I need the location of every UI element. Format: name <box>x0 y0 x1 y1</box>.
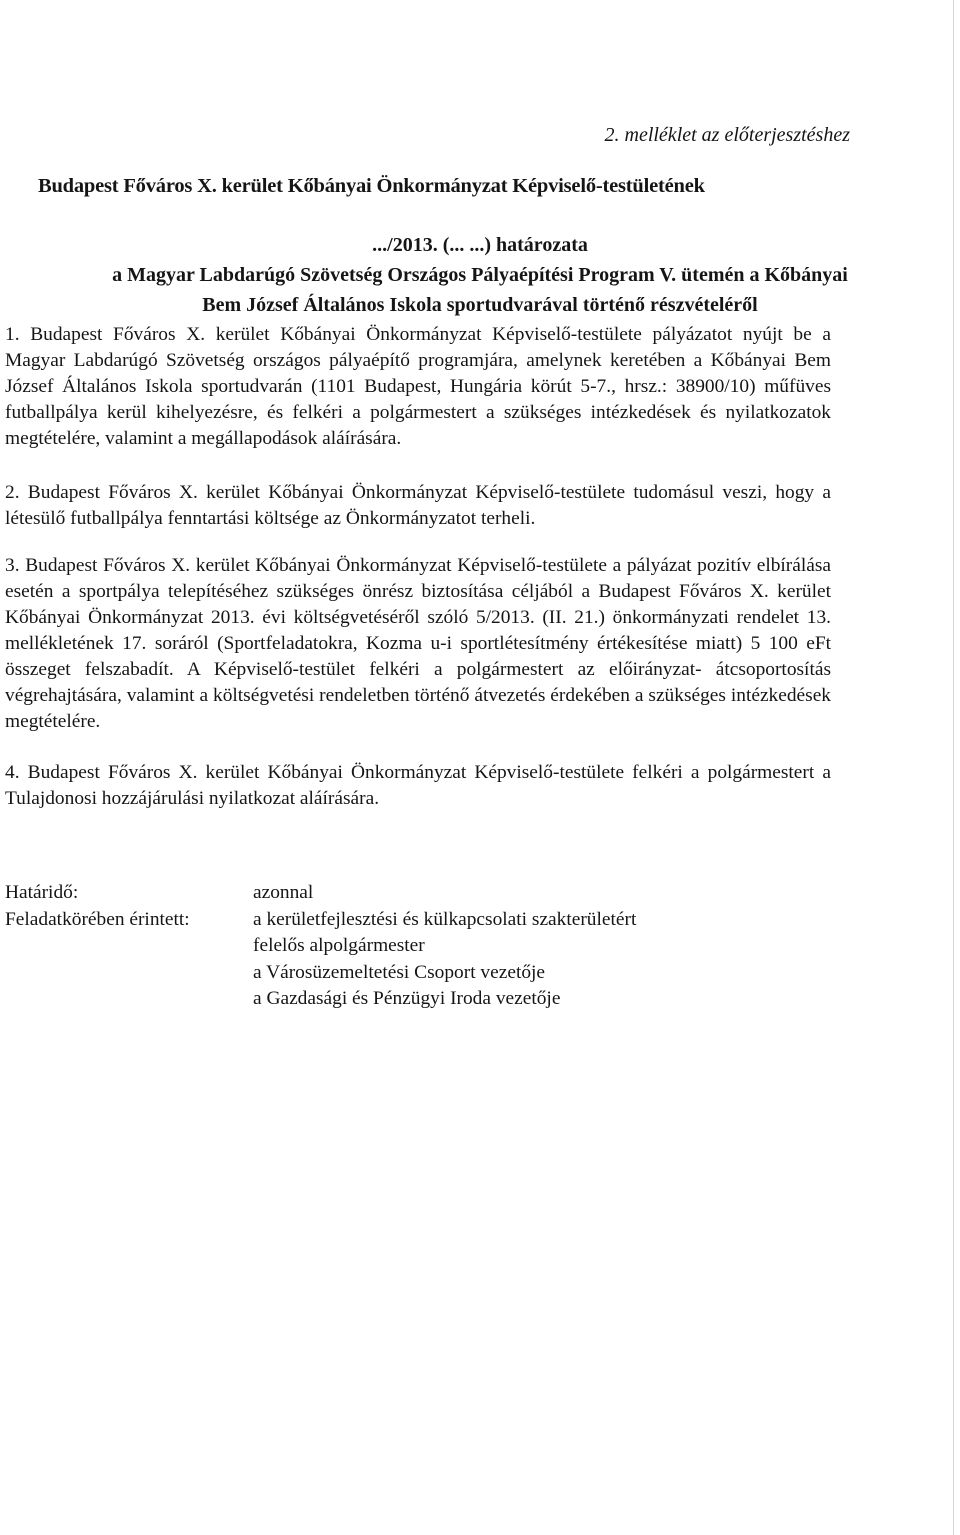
resolution-point-2: 2. Budapest Főváros X. kerület Kőbányai Önkormányzat Képviselő-testülete tudomásul veszi, hogy a létesülő futballpálya fenntartási költsége az Önkormányzatot terheli. <box>5 482 831 529</box>
resolution-point-1: 1. Budapest Főváros X. kerület Kőbányai Önkormányzat Képviselő-testülete pályázatot nyújt be a Magyar Labdarúgó Szövetség országos pályaépítő programjára, amelynek keretében a Kőbányai Bem József Általános Iskola sportudvarán (1101 Budapest, Hungária körút 5-7., hrsz.: 38900/10) műfüves futballpálya kerül kihelyezésre, és felkéri a polgármestert a szükséges intézkedések és nyilatkozatok megtételére, valamint a megállapodások aláírására. <box>5 324 831 449</box>
responsibility-block <box>5 880 636 1013</box>
responsible-row <box>5 907 636 1013</box>
resolution-point-4: 4. Budapest Főváros X. kerület Kőbányai Önkormányzat Képviselő-testülete felkéri a polgármestert a Tulajdonosi hozzájárulási nyilatkozat aláírására. <box>5 762 831 809</box>
resolution-heading-line-2: a Magyar Labdarúgó Szövetség Országos Pályaépítési Program V. ütemén a Kőbányai <box>112 264 848 286</box>
responsible-value: a Gazdasági és Pénzügyi Iroda vezetője <box>253 988 561 1009</box>
resolution-heading-line-3: Bem József Általános Iskola sportudvarával történő részvételéről <box>202 294 758 316</box>
deadline-value: azonnal <box>253 882 314 903</box>
responsible-value: felelős alpolgármester <box>253 935 425 956</box>
deadline-label: Határidő: <box>5 882 79 903</box>
resolution-heading <box>0 230 960 320</box>
deadline-row <box>5 880 636 907</box>
responsible-value: a kerületfejlesztési és külkapcsolati szakterületért <box>253 908 637 930</box>
responsible-values <box>253 907 636 1013</box>
deadline-values <box>253 880 313 907</box>
document-title: Budapest Főváros X. kerület Kőbányai Önkormányzat Képviselő-testületének <box>38 175 705 197</box>
responsible-value: a Városüzemeltetési Csoport vezetője <box>253 961 546 983</box>
resolution-point-3: 3. Budapest Főváros X. kerület Kőbányai Önkormányzat Képviselő-testülete a pályázat pozitív elbírálása esetén a sportpálya telepítéséhez szükséges önrész biztosítása céljából a Budapest Főváros X. kerület Kőbányai Önkormányzat 2013. évi költségvetéséről szóló 5/2013. (II. 21.) önkormányzati rendelet 13. mellékletének 17. soráról (Sportfeladatokra, Kozma u-i sportlétesítmény értékesítése miatt) 5 100 eFt összeget felszabadít. A Képviselő-testület felkéri a polgármestert az előirányzat- átcsoportosítás végrehajtására, valamint a költségvetési rendeletben történő átvezetés érdekében a szükséges intézkedések megtételére. <box>5 555 831 732</box>
annex-label: 2. melléklet az előterjesztéshez <box>604 124 850 146</box>
responsible-label: Feladatkörében érintett: <box>5 908 190 930</box>
resolution-heading-line-1: .../2013. (... ...) határozata <box>372 234 588 256</box>
